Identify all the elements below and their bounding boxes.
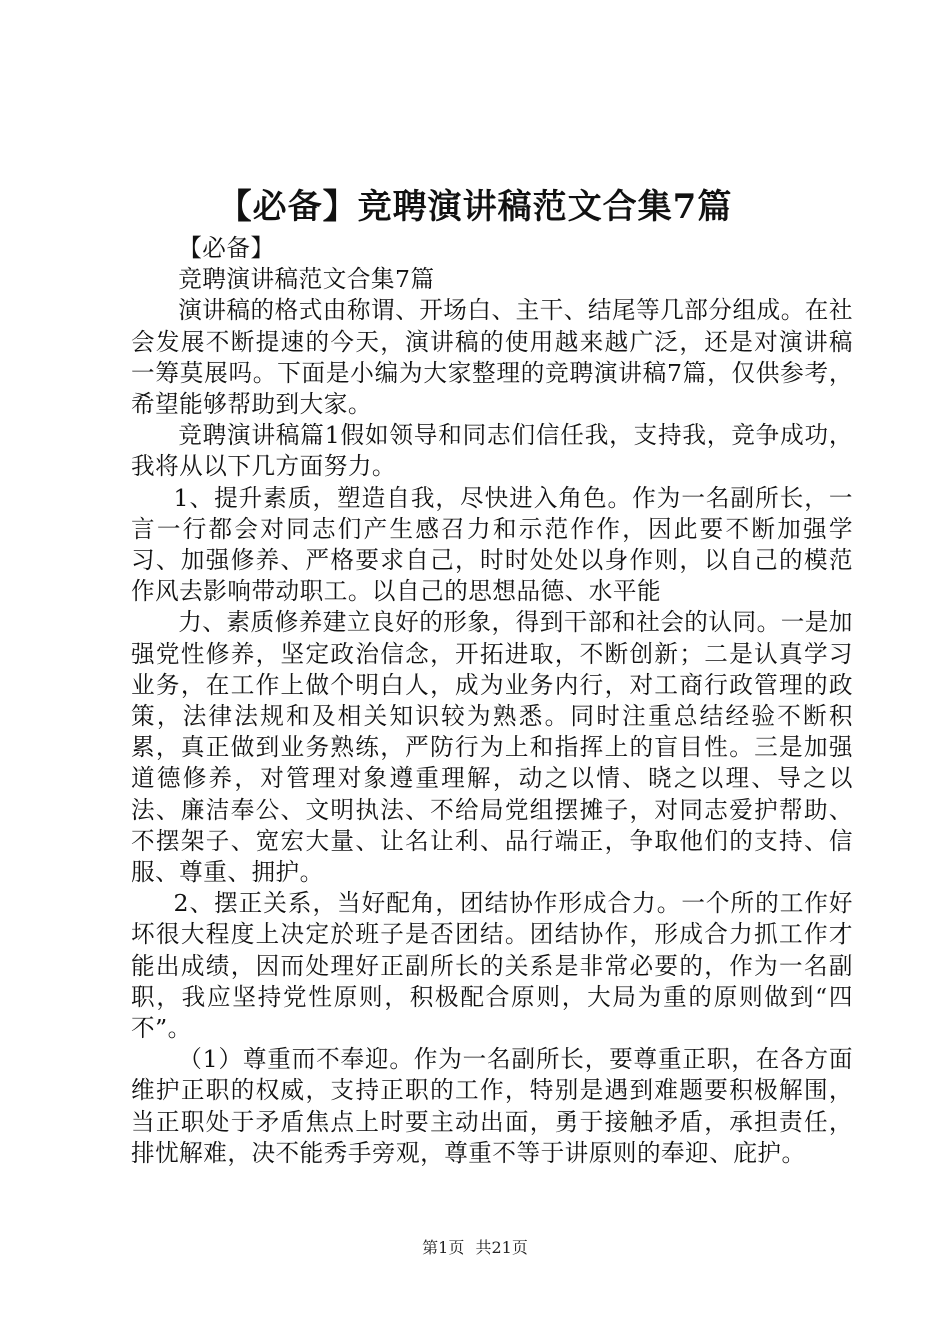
page-total: 共21页 bbox=[475, 1238, 528, 1257]
paragraph: 1、提升素质，塑造自我，尽快进入角色。作为一名副所长，一言一行都会对同志们产生感召力和示范作作，因此要不断加强学习、加强修养、严格要求自己，时时处处以身作则，以自己的模范作风去影响带动职工。以自己的思想品德、水平能 bbox=[131, 483, 853, 606]
paragraph: 力、素质修养建立良好的形象，得到干部和社会的认同。一是加强党性修养，坚定政治信念，开拓进取，不断创新；二是认真学习业务，在工作上做个明白人，成为业务内行，对工商行政管理的政策，法律法规和及相关知识较为熟悉。同时注重总结经验不断积累，真正做到业务熟练，严防行为上和指挥上的盲目性。三是加强道德修养，对管理对象遵重理解，动之以情、晓之以理、导之以法、廉洁奉公、文明执法、不给局党组摆摊子，对同志爱护帮助、不摆架子、宽宏大量、让名让利、品行端正，争取他们的支持、信服、尊重、拥护。 bbox=[131, 608, 853, 887]
page-footer bbox=[0, 1237, 950, 1259]
paragraph: 【必备】 bbox=[178, 234, 275, 262]
paragraph: 2、摆正关系，当好配角，团结协作形成合力。一个所的工作好坏很大程度上决定於班子是否团结。团结协作，形成合力抓工作才能出成绩，因而处理好正副所长的关系是非常必要的，作为一名副职，我应坚持党性原则，积极配合原则，大局为重的原则做到“四不”。 bbox=[131, 889, 853, 1043]
paragraph: 演讲稿的格式由称谓、开场白、主干、结尾等几部分组成。在社会发展不断提速的今天，演讲稿的使用越来越广泛，还是对演讲稿一筹莫展吗。下面是小编为大家整理的竞聘演讲稿7篇，仅供参考，希望能够帮助到大家。 bbox=[131, 296, 853, 419]
paragraph: 竞聘演讲稿篇1假如领导和同志们信任我，支持我，竞争成功，我将从以下几方面努力。 bbox=[131, 421, 853, 481]
page-number: 第1页 bbox=[422, 1238, 465, 1257]
document-body bbox=[131, 233, 853, 1169]
paragraph: 竞聘演讲稿范文合集7篇 bbox=[178, 265, 435, 294]
paragraph: （1）尊重而不奉迎。作为一名副所长，要尊重正职，在各方面维护正职的权威，支持正职的工作，特别是遇到难题要积极解围，当正职处于矛盾焦点上时要主动出面，勇于接触矛盾，承担责任，排忧解难，决不能秀手旁观，尊重不等于讲原则的奉迎、庇护。 bbox=[131, 1045, 853, 1167]
document-title: 【必备】竞聘演讲稿范文合集7篇 bbox=[217, 187, 733, 227]
